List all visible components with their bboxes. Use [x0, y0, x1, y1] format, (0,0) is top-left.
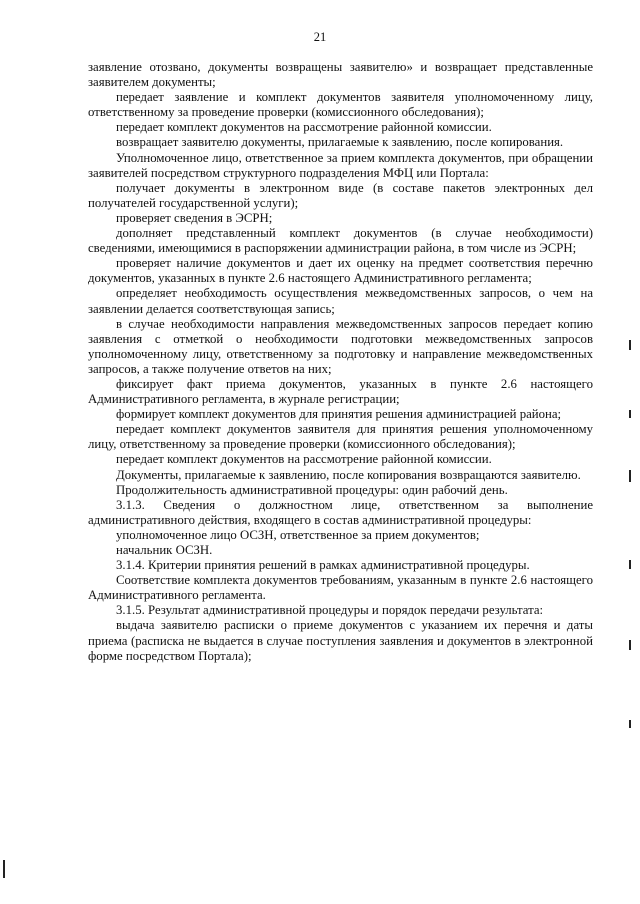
paragraph: фиксирует факт приема документов, указанных в пункте 2.6 настоящего Административного регламента, в журнале регистрации;: [88, 376, 593, 407]
paragraph: 3.1.5. Результат административной процедуры и порядок передачи результата:: [116, 603, 544, 618]
document-body: [88, 60, 593, 664]
paragraph: Уполномоченное лицо, ответственное за прием комплекта документов, при обращении заявителей посредством структурного подразделения МФЦ или Портала:: [88, 150, 593, 180]
paragraph: 3.1.3. Сведения о должностном лице, ответственном за выполнение административного действия, входящего в состав административной процедуры:: [88, 497, 593, 527]
scan-edge-mark: [629, 340, 631, 350]
paragraph: выдача заявителю расписки о приеме документов с указанием их перечня и даты приема (расписка не выдается в случае поступления заявления и документов в электронной форме посредством Портала);: [88, 618, 593, 663]
scan-edge-mark: [629, 410, 631, 418]
paragraph: дополняет представленный комплект документов (в случае необходимости) сведениями, имеющимися в распоряжении администрации района, в том числе из ЭСРН;: [88, 226, 593, 256]
paragraph: проверяет сведения в ЭСРН;: [116, 210, 273, 225]
paragraph: определяет необходимость осуществления межведомственных запросов, о чем на заявлении делается соответствующая запись;: [88, 286, 593, 316]
page-number: 21: [313, 30, 327, 44]
paragraph: формирует комплект документов для принятия решения администрацией района;: [116, 407, 562, 422]
paragraph: передает комплект документов на рассмотрение районной комиссии.: [116, 452, 492, 467]
paragraph: Документы, прилагаемые к заявлению, после копирования возвращаются заявителю.: [116, 467, 581, 482]
paragraph: возвращает заявителю документы, прилагаемые к заявлению, после копирования.: [116, 135, 564, 150]
scan-edge-mark: [3, 860, 5, 878]
paragraph: получает документы в электронном виде (в составе пакетов электронных дел получателей государственной услуги);: [88, 180, 593, 210]
paragraph: начальник ОСЗН.: [116, 543, 213, 557]
paragraph: передает комплект документов на рассмотрение районной комиссии.: [116, 120, 492, 135]
scan-edge-mark: [629, 560, 631, 569]
paragraph: уполномоченное лицо ОСЗН, ответственное за прием документов;: [116, 527, 480, 542]
paragraph: Соответствие комплекта документов требованиям, указанным в пункте 2.6 настоящего Административного регламента.: [88, 573, 593, 603]
scan-edge-mark: [629, 470, 631, 482]
scan-edge-mark: [629, 640, 631, 650]
scan-edge-mark: [629, 720, 631, 728]
paragraph: передает заявление и комплект документов заявителя уполномоченному лицу, ответственному за проведение проверки (комиссионного обследования);: [88, 90, 593, 120]
paragraph: заявление отозвано, документы возвращены заявителю» и возвращает представленные заявителем документы;: [88, 60, 593, 90]
paragraph: 3.1.4. Критерии принятия решений в рамках административной процедуры.: [116, 558, 530, 573]
paragraph: Продолжительность административной процедуры: один рабочий день.: [116, 482, 508, 497]
paragraph: в случае необходимости направления межведомственных запросов передает копию заявления с отметкой о необходимости подготовки межведомственных запросов уполномоченному лицу, ответственному за подготовку и направление межведомственных запросов, а также получение ответов на них;: [88, 316, 593, 376]
paragraph: проверяет наличие документов и дает их оценку на предмет соответствия перечню документов, указанных в пункте 2.6 настоящего Административного регламента;: [88, 256, 593, 286]
paragraph: передает комплект документов заявителя для принятия решения уполномоченному лицу, ответственному за проведение проверки (комиссионного обследования);: [88, 422, 593, 452]
